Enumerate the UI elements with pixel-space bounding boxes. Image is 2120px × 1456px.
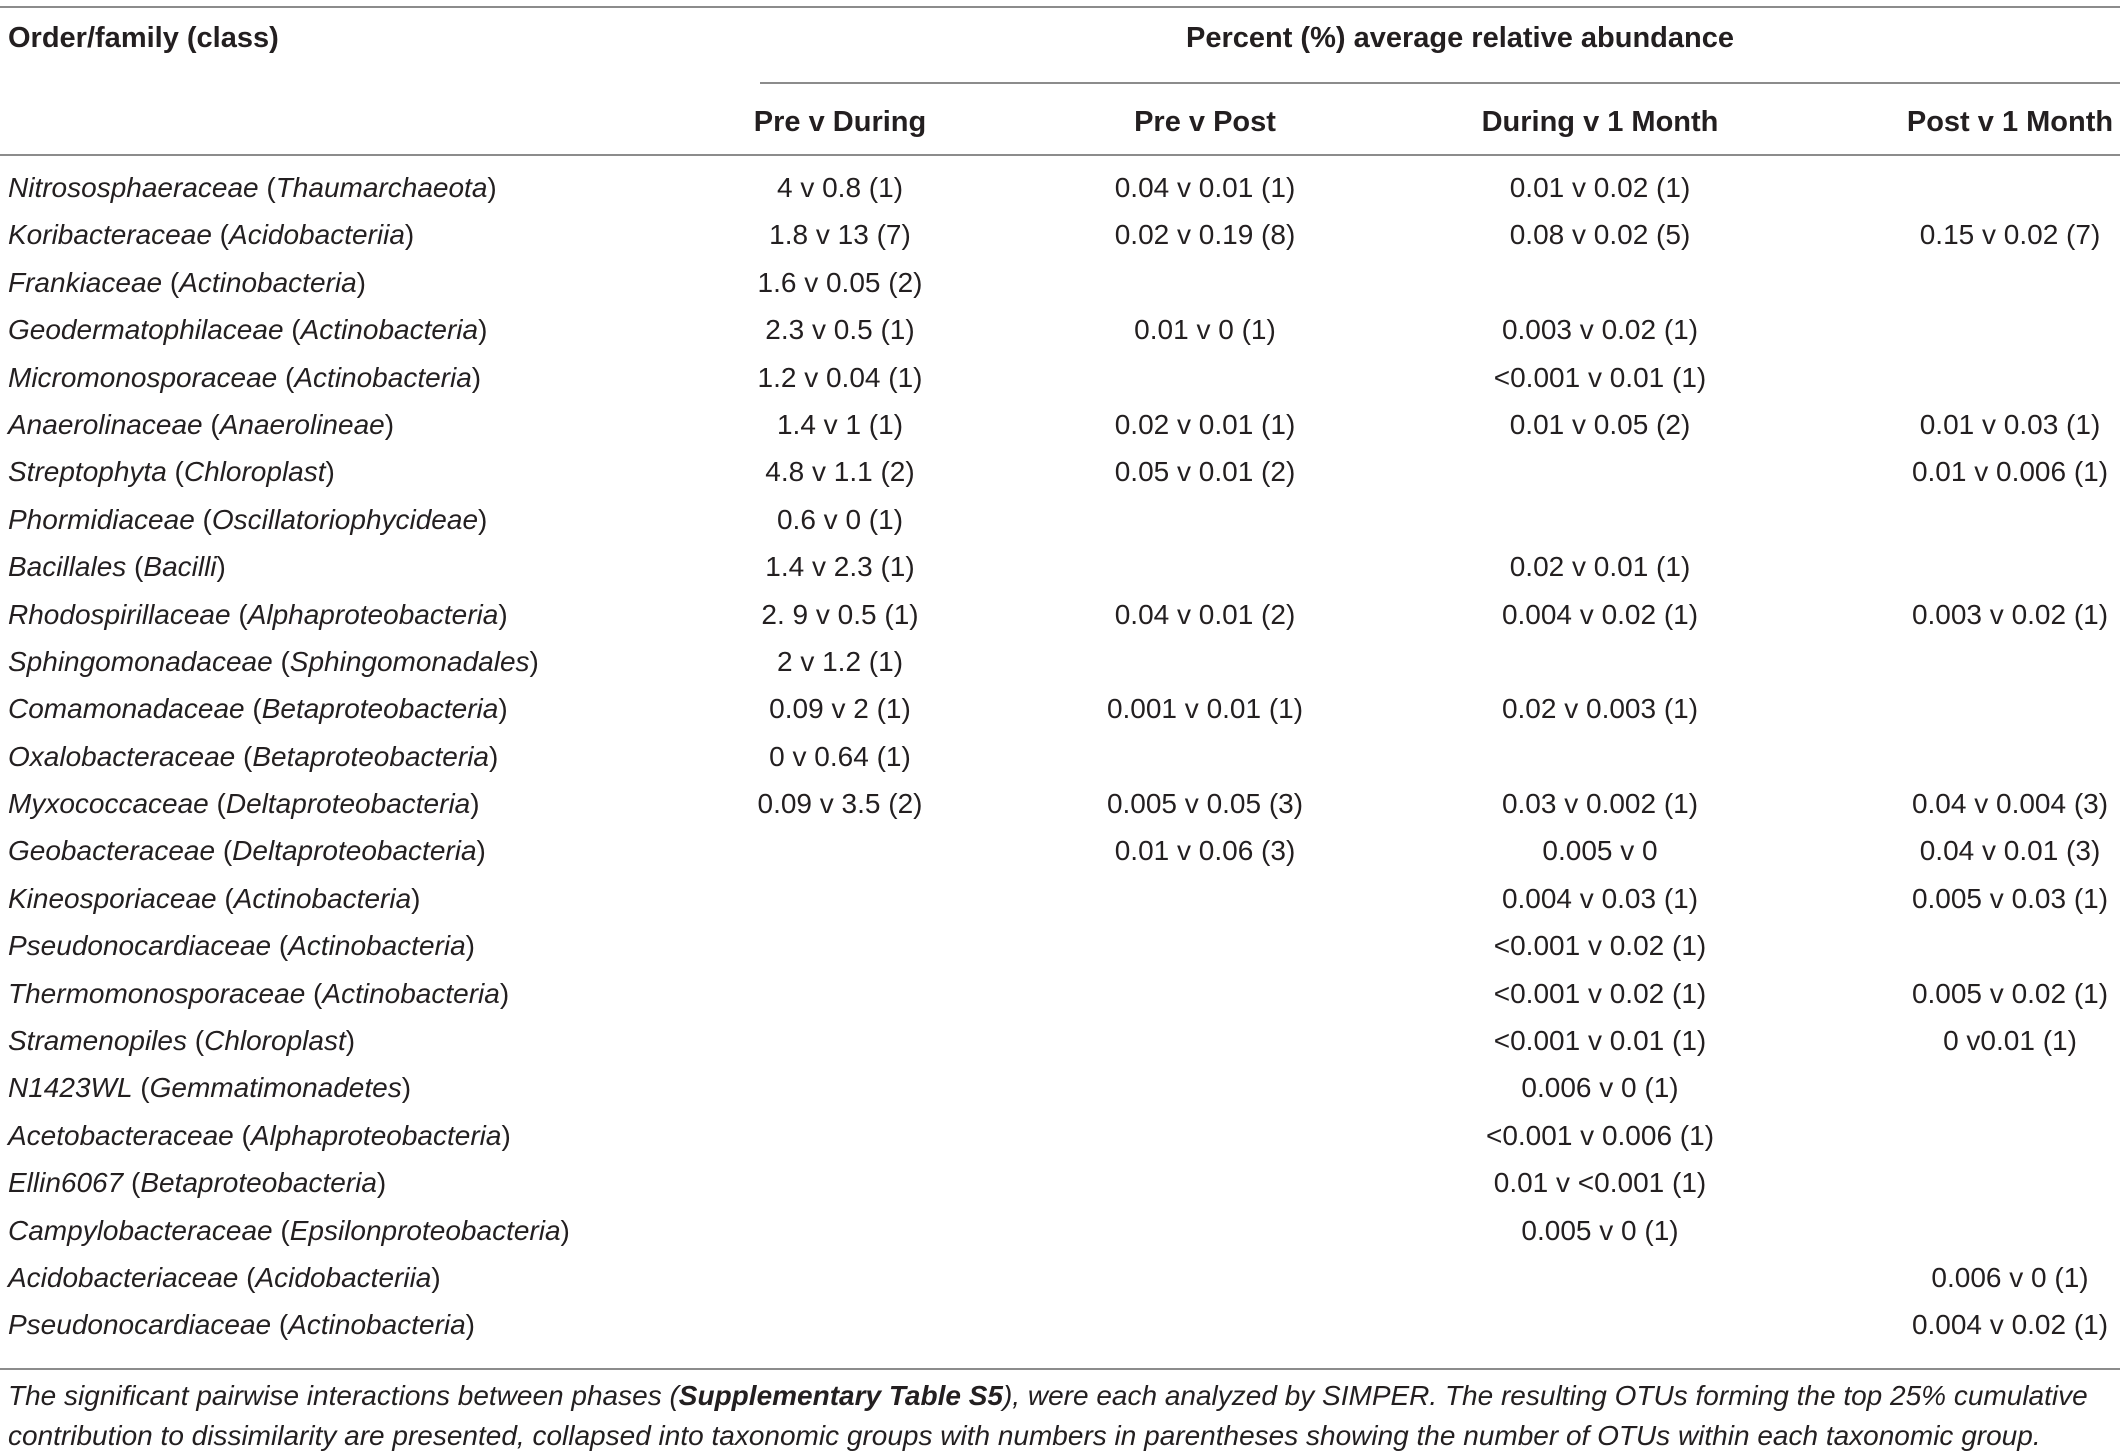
class-name: Actinobacteria bbox=[300, 314, 479, 346]
family-name: Bacillales bbox=[8, 551, 127, 583]
family-name: Pseudonocardiaceae bbox=[8, 1309, 272, 1341]
taxon-cell: Streptophyta (Chloroplast) bbox=[8, 456, 335, 488]
family-name: Kineosporiaceae bbox=[8, 882, 217, 914]
taxon-cell: Micromonosporaceae (Actinobacteria) bbox=[8, 361, 482, 393]
header-rule bbox=[0, 154, 2120, 156]
value-cell-pre-v-during: 0.09 v 3.5 (2) bbox=[757, 788, 923, 820]
value-cell-pre-v-during: 4 v 0.8 (1) bbox=[776, 172, 904, 203]
table-row bbox=[0, 1211, 2120, 1258]
table-row bbox=[0, 263, 2120, 310]
taxon-cell: Kineosporiaceae (Actinobacteria) bbox=[8, 882, 421, 914]
table-row bbox=[0, 215, 2120, 262]
table-row bbox=[0, 547, 2120, 594]
spanner-rule bbox=[760, 82, 2120, 84]
family-name: Geodermatophilaceae bbox=[8, 314, 284, 346]
value-cell-pre-v-post: 0.02 v 0.19 (8) bbox=[1114, 219, 1296, 251]
table-row bbox=[0, 595, 2120, 642]
value-cell-during-v-1-month: 0.005 v 0 (1) bbox=[1521, 1214, 1679, 1246]
column-header-pre-v-during: Pre v During bbox=[753, 106, 927, 138]
family-name: Anaerolinaceae bbox=[8, 408, 203, 440]
class-name: Anaerolineae bbox=[219, 408, 385, 440]
value-cell-during-v-1-month: 0.02 v 0.003 (1) bbox=[1501, 693, 1699, 725]
class-name: Actinobacteria bbox=[294, 361, 472, 393]
family-name: Acidobacteriaceae bbox=[8, 1261, 239, 1293]
table-row bbox=[0, 689, 2120, 736]
family-name: Thermomonosporaceae bbox=[8, 977, 306, 1009]
family-name: Streptophyta bbox=[8, 456, 167, 488]
family-name: Stramenopiles bbox=[8, 1025, 187, 1057]
value-cell-pre-v-post: 0.04 v 0.01 (2) bbox=[1114, 598, 1296, 630]
value-cell-pre-v-during: 0.09 v 2 (1) bbox=[769, 693, 911, 725]
value-cell-during-v-1-month: 0.01 v 0.05 (2) bbox=[1509, 408, 1691, 440]
class-name: Gemmatimonadetes bbox=[149, 1072, 402, 1104]
value-cell-pre-v-during: 1.2 v 0.04 (1) bbox=[757, 361, 923, 393]
value-cell-during-v-1-month: 0.01 v 0.02 (1) bbox=[1509, 172, 1691, 203]
table-footnote bbox=[8, 1376, 2112, 1456]
value-cell-pre-v-post: 0.005 v 0.05 (3) bbox=[1106, 788, 1304, 820]
column-header-during-v-1-month: During v 1 Month bbox=[1481, 106, 1719, 138]
family-name: Acetobacteraceae bbox=[8, 1119, 234, 1151]
table-row bbox=[0, 168, 2120, 215]
value-cell-post-v-1-month: 0.15 v 0.02 (7) bbox=[1919, 219, 2101, 251]
family-name: Rhodospirillaceae bbox=[8, 598, 231, 630]
order-family-header: Order/family (class) bbox=[8, 22, 279, 54]
table-top-rule bbox=[0, 6, 2120, 8]
taxon-cell: Geodermatophilaceae (Actinobacteria) bbox=[8, 314, 488, 346]
value-cell-pre-v-post: 0.05 v 0.01 (2) bbox=[1114, 456, 1296, 488]
value-cell-pre-v-during: 1.4 v 2.3 (1) bbox=[765, 551, 915, 583]
table-row bbox=[0, 500, 2120, 547]
value-cell-during-v-1-month: <0.001 v 0.01 (1) bbox=[1493, 1025, 1707, 1057]
class-name: Deltaproteobacteria bbox=[232, 835, 477, 867]
class-name: Betaproteobacteria bbox=[140, 1167, 377, 1199]
table-row bbox=[0, 879, 2120, 926]
taxon-cell: Pseudonocardiaceae (Actinobacteria) bbox=[8, 1309, 475, 1341]
taxon-cell: Bacillales (Bacilli) bbox=[8, 551, 226, 583]
table-row bbox=[0, 784, 2120, 831]
value-cell-during-v-1-month: 0.003 v 0.02 (1) bbox=[1501, 314, 1699, 346]
class-name: Actinobacteria bbox=[233, 882, 412, 914]
family-name: Comamonadaceae bbox=[8, 693, 245, 725]
class-name: Betaproteobacteria bbox=[252, 740, 489, 772]
table-body bbox=[0, 168, 2120, 1353]
value-cell-post-v-1-month: 0.005 v 0.02 (1) bbox=[1911, 977, 2109, 1009]
class-name: Oscillatoriophycideae bbox=[211, 503, 479, 535]
value-cell-pre-v-during: 4.8 v 1.1 (2) bbox=[765, 456, 915, 488]
table-row bbox=[0, 1021, 2120, 1068]
value-cell-during-v-1-month: 0.02 v 0.01 (1) bbox=[1509, 551, 1691, 583]
value-cell-during-v-1-month: <0.001 v 0.02 (1) bbox=[1493, 930, 1707, 962]
taxon-cell: Koribacteraceae (Acidobacteriia) bbox=[8, 219, 415, 251]
value-cell-during-v-1-month: 0.03 v 0.002 (1) bbox=[1501, 788, 1699, 820]
taxon-cell: Thermomonosporaceae (Actinobacteria) bbox=[8, 977, 510, 1009]
table-row bbox=[0, 737, 2120, 784]
value-cell-pre-v-post: 0.01 v 0.06 (3) bbox=[1114, 835, 1296, 867]
family-name: Myxococcaceae bbox=[8, 788, 209, 820]
class-name: Alphaproteobacteria bbox=[250, 1119, 502, 1151]
footnote-suffix: ), were each analyzed by SIMPER. The resulting OTUs forming the top 25% cumulative contribution to dissimilarity are presented, collapsed into taxonomic groups with numbers in parentheses showing the number of OTUs within each taxonomic group. bbox=[8, 1380, 2088, 1451]
table-row bbox=[0, 926, 2120, 973]
table-row bbox=[0, 452, 2120, 499]
value-cell-during-v-1-month: <0.001 v 0.02 (1) bbox=[1493, 977, 1707, 1009]
value-cell-during-v-1-month: 0.08 v 0.02 (5) bbox=[1509, 219, 1691, 251]
taxon-cell: Sphingomonadaceae (Sphingomonadales) bbox=[8, 645, 539, 677]
value-cell-pre-v-post: 0.001 v 0.01 (1) bbox=[1106, 693, 1304, 725]
taxon-cell: N1423WL (Gemmatimonadetes) bbox=[8, 1072, 412, 1104]
value-cell-post-v-1-month: 0.003 v 0.02 (1) bbox=[1911, 598, 2109, 630]
value-cell-pre-v-during: 0.6 v 0 (1) bbox=[776, 503, 904, 535]
family-name: Nitrososphaeraceae bbox=[8, 172, 259, 203]
table-row bbox=[0, 974, 2120, 1021]
family-name: Oxalobacteraceae bbox=[8, 740, 236, 772]
taxon-cell: Phormidiaceae (Oscillatoriophycideae) bbox=[8, 503, 488, 535]
value-cell-during-v-1-month: <0.001 v 0.01 (1) bbox=[1493, 361, 1707, 393]
taxon-cell: Frankiaceae (Actinobacteria) bbox=[8, 266, 366, 298]
class-name: Betaproteobacteria bbox=[261, 693, 499, 725]
taxon-cell: Acetobacteraceae (Alphaproteobacteria) bbox=[8, 1119, 511, 1151]
table-row bbox=[0, 405, 2120, 452]
value-cell-post-v-1-month: 0.006 v 0 (1) bbox=[1931, 1261, 2089, 1293]
table-row bbox=[0, 1258, 2120, 1305]
taxon-cell: Geobacteraceae (Deltaproteobacteria) bbox=[8, 835, 486, 867]
table-row bbox=[0, 1163, 2120, 1210]
table-row bbox=[0, 1305, 2120, 1352]
table-row bbox=[0, 1116, 2120, 1163]
percent-abundance-header: Percent (%) average relative abundance bbox=[1185, 22, 1734, 54]
value-cell-during-v-1-month: 0.01 v <0.001 (1) bbox=[1493, 1167, 1707, 1199]
value-cell-post-v-1-month: 0.004 v 0.02 (1) bbox=[1911, 1309, 2109, 1341]
table-row bbox=[0, 358, 2120, 405]
taxon-cell: Stramenopiles (Chloroplast) bbox=[8, 1025, 356, 1057]
footnote-prefix: The significant pairwise interactions between phases ( bbox=[8, 1380, 679, 1411]
taxon-cell: Nitrososphaeraceae (Thaumarchaeota) bbox=[8, 172, 497, 203]
value-cell-during-v-1-month: 0.004 v 0.03 (1) bbox=[1501, 882, 1699, 914]
value-cell-pre-v-during: 2 v 1.2 (1) bbox=[776, 645, 904, 677]
class-name: Acidobacteriia bbox=[229, 219, 405, 251]
table-row bbox=[0, 831, 2120, 878]
family-name: Campylobacteraceae bbox=[8, 1214, 273, 1246]
value-cell-pre-v-during: 1.4 v 1 (1) bbox=[776, 408, 904, 440]
table-bottom-rule bbox=[0, 1368, 2120, 1370]
family-name: Frankiaceae bbox=[8, 266, 163, 298]
family-name: Ellin6067 bbox=[8, 1167, 124, 1199]
value-cell-post-v-1-month: 0 v0.01 (1) bbox=[1943, 1025, 2077, 1057]
class-name: Actinobacteria bbox=[179, 266, 357, 298]
value-cell-during-v-1-month: 0.005 v 0 bbox=[1542, 835, 1658, 867]
family-name: Pseudonocardiaceae bbox=[8, 930, 272, 962]
taxon-cell: Campylobacteraceae (Epsilonproteobacteria) bbox=[8, 1214, 570, 1246]
value-cell-during-v-1-month: 0.004 v 0.02 (1) bbox=[1501, 598, 1699, 630]
value-cell-pre-v-during: 1.6 v 0.05 (2) bbox=[757, 266, 923, 298]
class-name: Deltaproteobacteria bbox=[225, 788, 471, 820]
class-name: Chloroplast bbox=[204, 1025, 346, 1057]
class-name: Sphingomonadales bbox=[289, 645, 530, 677]
footnote-supplementary-link[interactable]: Supplementary Table S5 bbox=[678, 1380, 1003, 1411]
class-name: Chloroplast bbox=[183, 456, 326, 488]
class-name: Epsilonproteobacteria bbox=[289, 1214, 561, 1246]
taxon-cell: Anaerolinaceae (Anaerolineae) bbox=[8, 408, 395, 440]
table-row bbox=[0, 1068, 2120, 1115]
family-name: Sphingomonadaceae bbox=[8, 645, 273, 677]
class-name: Bacilli bbox=[143, 551, 217, 583]
value-cell-post-v-1-month: 0.04 v 0.004 (3) bbox=[1911, 788, 2109, 820]
value-cell-during-v-1-month: 0.006 v 0 (1) bbox=[1521, 1072, 1679, 1104]
value-cell-pre-v-post: 0.01 v 0 (1) bbox=[1134, 314, 1276, 346]
value-cell-post-v-1-month: 0.01 v 0.03 (1) bbox=[1919, 408, 2101, 440]
table-row bbox=[0, 642, 2120, 689]
value-cell-pre-v-during: 0 v 0.64 (1) bbox=[769, 740, 911, 772]
taxon-cell: Oxalobacteraceae (Betaproteobacteria) bbox=[8, 740, 499, 772]
value-cell-during-v-1-month: <0.001 v 0.006 (1) bbox=[1485, 1119, 1715, 1151]
column-header-pre-v-post: Pre v Post bbox=[1134, 106, 1276, 138]
value-cell-pre-v-during: 2.3 v 0.5 (1) bbox=[765, 314, 915, 346]
class-name: Acidobacteriia bbox=[255, 1261, 432, 1293]
class-name: Alphaproteobacteria bbox=[247, 598, 499, 630]
value-cell-post-v-1-month: 0.01 v 0.006 (1) bbox=[1911, 456, 2109, 488]
taxon-cell: Pseudonocardiaceae (Actinobacteria) bbox=[8, 930, 475, 962]
value-cell-pre-v-during: 1.8 v 13 (7) bbox=[769, 219, 911, 251]
value-cell-post-v-1-month: 0.04 v 0.01 (3) bbox=[1919, 835, 2101, 867]
class-name: Thaumarchaeota bbox=[275, 172, 488, 203]
family-name: Micromonosporaceae bbox=[8, 361, 278, 393]
family-name: Geobacteraceae bbox=[8, 835, 216, 867]
family-name: N1423WL bbox=[8, 1072, 133, 1104]
value-cell-post-v-1-month: 0.005 v 0.03 (1) bbox=[1911, 882, 2109, 914]
taxon-cell: Comamonadaceae (Betaproteobacteria) bbox=[8, 693, 508, 725]
family-name: Koribacteraceae bbox=[8, 219, 212, 251]
value-cell-pre-v-during: 2. 9 v 0.5 (1) bbox=[761, 598, 919, 630]
taxon-cell: Rhodospirillaceae (Alphaproteobacteria) bbox=[8, 598, 508, 630]
class-name: Actinobacteria bbox=[288, 930, 466, 962]
taxon-cell: Ellin6067 (Betaproteobacteria) bbox=[8, 1167, 387, 1199]
taxon-cell: Myxococcaceae (Deltaproteobacteria) bbox=[8, 788, 480, 820]
class-name: Actinobacteria bbox=[322, 977, 500, 1009]
value-cell-pre-v-post: 0.04 v 0.01 (1) bbox=[1114, 172, 1296, 203]
class-name: Actinobacteria bbox=[288, 1309, 466, 1341]
value-cell-pre-v-post: 0.02 v 0.01 (1) bbox=[1114, 408, 1296, 440]
table-row bbox=[0, 310, 2120, 357]
taxon-cell: Acidobacteriaceae (Acidobacteriia) bbox=[8, 1261, 441, 1293]
column-header-post-v-1-month: Post v 1 Month bbox=[1906, 106, 2114, 138]
family-name: Phormidiaceae bbox=[8, 503, 195, 535]
